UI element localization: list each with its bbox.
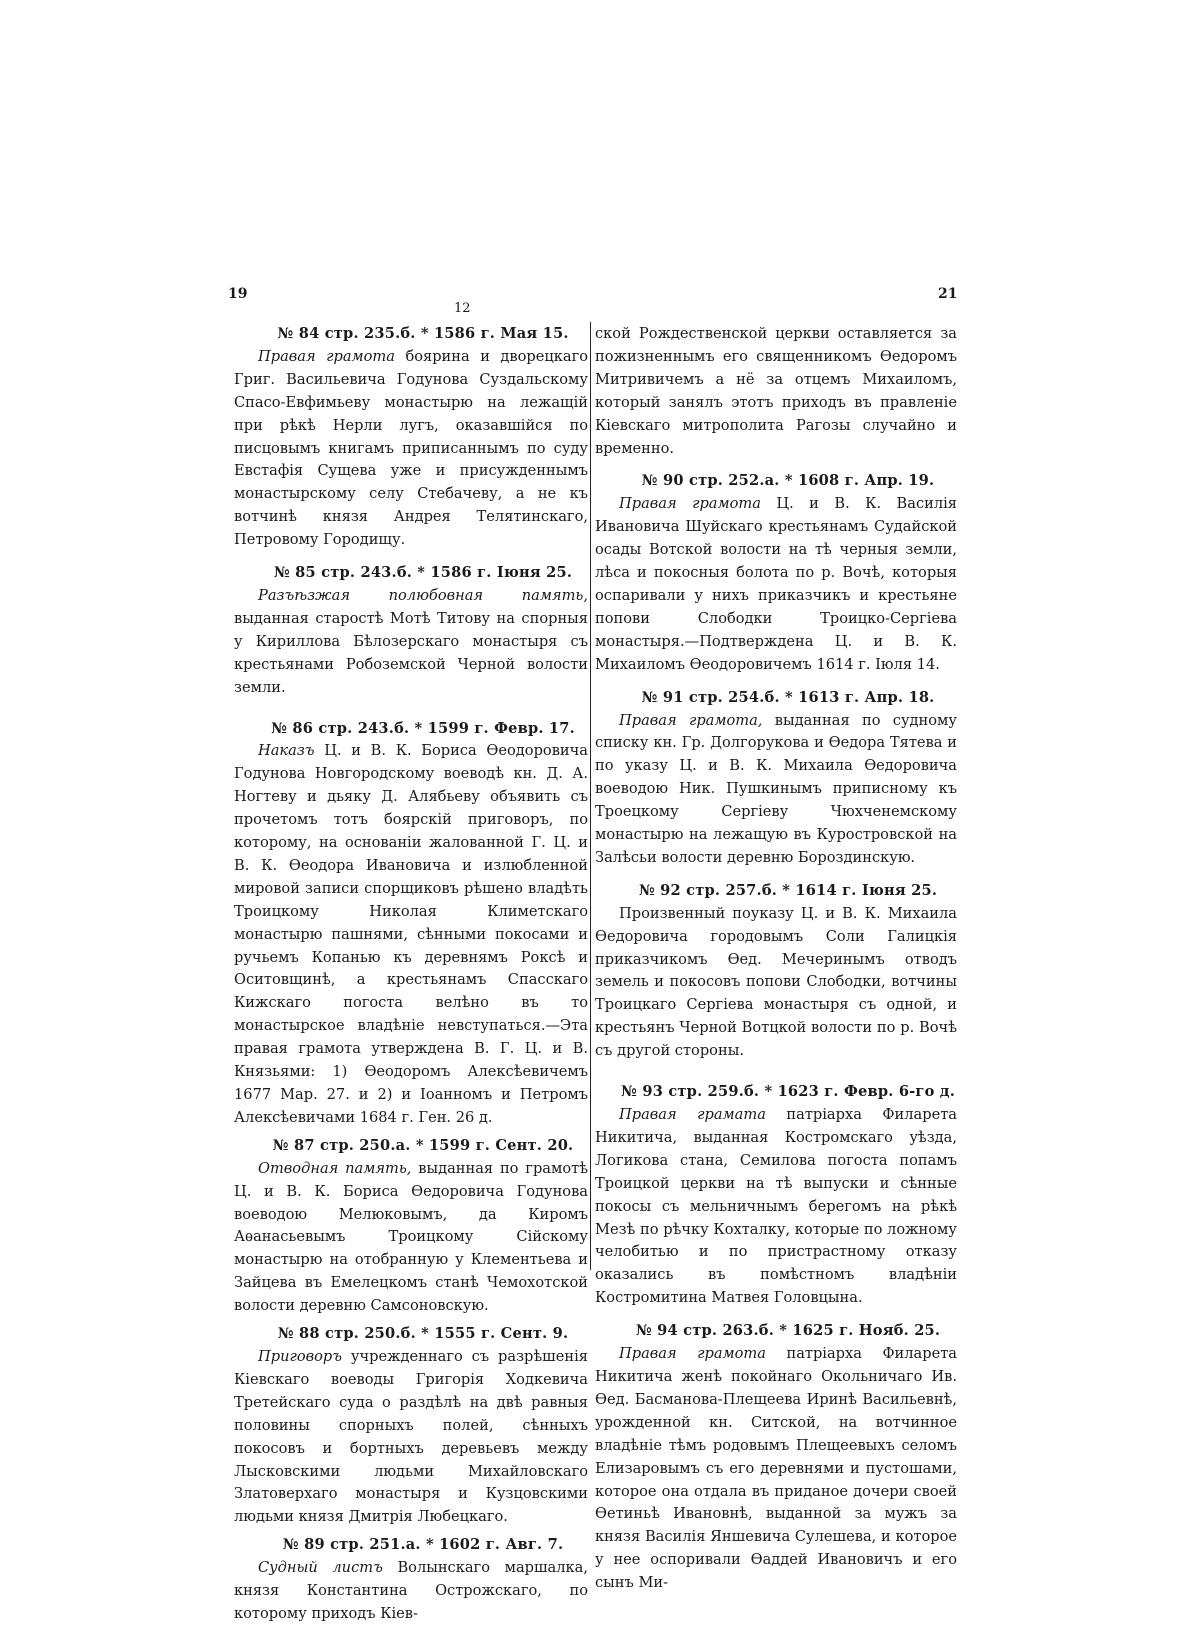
entry-heading: № 89 стр. 251.а. * 1602 г. Авг. 7. — [282, 1536, 564, 1554]
entry-body: Правая грамата патріарха Филарета Никитича, выданная Костромскаго уѣзда, Логикова стана, Семилова погоста попамъ Троицкой церкви на тѣ выпуски и сѣнные покосы съ мельничнымъ берегомъ на рѣкѣ Мезѣ по рѣчку Кохталку, которые по ложному челобитью и по пристрастному отказу оказались въ помѣстномъ владѣніи Костромитина Матвея Головцына. — [595, 1106, 957, 1307]
entry-94 — [595, 1320, 957, 1595]
entry-89 — [234, 1534, 588, 1626]
entry-body: Отводная память, выданная по грамотѣ Ц. и В. К. Бориса Ѳедоровича Годунова воеводою Мелюковымъ, да Киромъ Аѳанасьевымъ Троицкому Сійскому монастырю на отобранную у Клементьева и Зайцева въ Емелецкомъ станѣ Чемохотской волости деревню Самсоновскую. — [234, 1159, 588, 1315]
entry-heading: № 86 стр. 243.б. * 1599 г. Февр. 17. — [271, 719, 575, 737]
entry-body: Правая грамота, выданная по судному списку кн. Гр. Долгорукова и Ѳедора Тятева и по указу Ц. и В. К. Михаила Ѳедоровича воеводою Ник. Пушкинымъ приписному къ Троецкому Сергіеву Чюхченемскому монастырю на лежащую въ Куростровской на Залѣсьи волости деревню Бороздинскую. — [595, 711, 957, 866]
margin-marker: 12 — [454, 301, 471, 316]
entry-heading: № 92 стр. 257.б. * 1614 г. Іюня 25. — [638, 881, 938, 899]
entry-84 — [234, 323, 588, 552]
entry-heading: № 87 стр. 250.а. * 1599 г. Сент. 20. — [272, 1136, 574, 1154]
entry-body: Разъѣзжая полюбовная память, выданная старостѣ Мотѣ Титову на спорныя у Кириллова Бѣлозерскаго монастыря съ крестьянами Робоземской Черной волости земли. — [234, 586, 588, 696]
column-divider — [590, 322, 591, 1270]
entry-90 — [595, 470, 957, 676]
entry-body: Правая грамота боярина и дворецкаго Григ. Васильевича Годунова Суздальскому Спасо-Евфимьеву монастырю на лежащій при рѣкѣ Нерли лугъ, оказавшійся по писцовымъ книгамъ приписаннымъ по суду Евстафія Сущева уже и присужденнымъ монастырскому селу Стебачеву, а не къ вотчинѣ князя Андрея Телятинскаго, Петровому Городищу. — [234, 347, 589, 549]
entry-heading: № 84 стр. 235.б. * 1586 г. Мая 15. — [277, 325, 569, 342]
entry-body: Судный листъ Волынскаго маршалка, князя Константина Острожскаго, по которому приходъ Кіев- — [234, 1559, 588, 1622]
page-number-left: 19 — [228, 286, 248, 302]
page-number-right: 21 — [938, 286, 958, 302]
entry-87 — [234, 1135, 588, 1318]
entry-91 — [595, 687, 957, 870]
entry-body: Наказъ Ц. и В. К. Бориса Ѳеодоровича Годунова Новгородскому воеводѣ кн. Д. А. Ногтеву и дьяку Д. Алябьеву объявить съ прочетомъ тотъ боярскій приговоръ, по которому, на основаніи жалованной Г. Ц. и В. К. Ѳеодора Ивановича и излюбленной мировой записи спорщиковъ рѣшено владѣть Троицкому Николая Климетскаго монастырю пашнями, сѣнными покосами и ручьемъ Копанью къ деревнямъ Роксѣ и Оситовщинѣ, а крестьянамъ Спасскаго Кижскаго погоста велѣно въ то монастырское владѣніе невступаться.—Эта правая грамота утверждена В. Г. Ц. и В. Князьями: 1) Ѳеодоромъ Алексѣевичемъ 1677 Мар. 27. и 2) и Іоанномъ и Петромъ Алексѣевичами 1684 г. Ген. 26 д. — [234, 742, 589, 1126]
entry-body: Правая грамота Ц. и В. К. Василія Ивановича Шуйскаго крестьянамъ Судайской осады Вотской волости на тѣ черныя земли, лѣса и покосныя болота по р. Вочѣ, которыя оспаривали у нихъ приказчикъ и крестьяне попови Слободки Троицко-Сергіева монастыря.—Подтверждена Ц. и В. К. Михаиломъ Ѳеодоровичемъ 1614 г. Іюля 14. — [595, 495, 958, 673]
entry-heading: № 88 стр. 250.б. * 1555 г. Сент. 9. — [277, 1325, 569, 1343]
entry-88 — [234, 1323, 588, 1529]
entry-85 — [234, 562, 588, 699]
entry-heading: № 93 стр. 259.б. * 1623 г. Февр. 6-го д. — [621, 1083, 955, 1101]
entry-heading: № 85 стр. 243.б. * 1586 г. Іюня 25. — [273, 564, 573, 582]
entry-continuation: ской Рождественской церкви оставляется за пожизненнымъ его священникомъ Ѳедоромъ Митривичемъ а нё за отцемъ Михаиломъ, который занялъ этотъ приходъ въ правленіе Кіевскаго митрополита Рагозы случайно и временно. — [595, 325, 957, 457]
entry-heading: № 91 стр. 254.б. * 1613 г. Апр. 18. — [641, 688, 935, 706]
entry-body: Приговоръ учрежденнаго съ разрѣшенія Кіевскаго воеводы Григорія Ходкевича Третейскаго суда о раздѣлѣ на двѣ равныя половины спорныхъ полей, сѣнныхъ покосовъ и бортныхъ деревьевъ между Лысковскими людьми Михайловскаго Златоверхаго монастыря и Кузцовскими людьми князя Дмитрія Любецкаго. — [234, 1347, 588, 1526]
left-column — [234, 323, 588, 1631]
right-column — [595, 323, 957, 1600]
entry-heading: № 90 стр. 252.а. * 1608 г. Апр. 19. — [641, 472, 935, 490]
entry-body: Произвенный поуказу Ц. и В. К. Михаила Ѳедоровича городовымъ Соли Галицкія приказчикомъ Ѳед. Мечеринымъ отводъ земель и покосовъ попови Слободки, вотчины Троицкаго Сергіева монастыря съ одной, и крестьянъ Черной Вотцкой волости по р. Вочѣ съ другой стороны. — [595, 904, 957, 1060]
entry-86 — [234, 718, 588, 1130]
entry-heading: № 94 стр. 263.б. * 1625 г. Нояб. 25. — [635, 1322, 941, 1340]
entry-93 — [595, 1081, 957, 1310]
entry-92 — [595, 880, 957, 1063]
entry-body: Правая грамота патріарха Филарета Никитича женѣ покойнаго Окольничаго Ив. Ѳед. Басманова-Плещеева Иринѣ Васильевнѣ, урожденной кн. Ситской, на вотчинное владѣніе тѣмъ родовымъ Плещеевыхъ селомъ Елизаровымъ съ его деревнями и пустошами, которое она отдала въ приданое дочери своей Ѳетиньѣ Ивановнѣ, выданной за мужъ за князя Василія Яншевича Сулешева, и которое у нее оспоривали Ѳаддей Ивановичъ и его сынъ Ми- — [595, 1345, 958, 1592]
